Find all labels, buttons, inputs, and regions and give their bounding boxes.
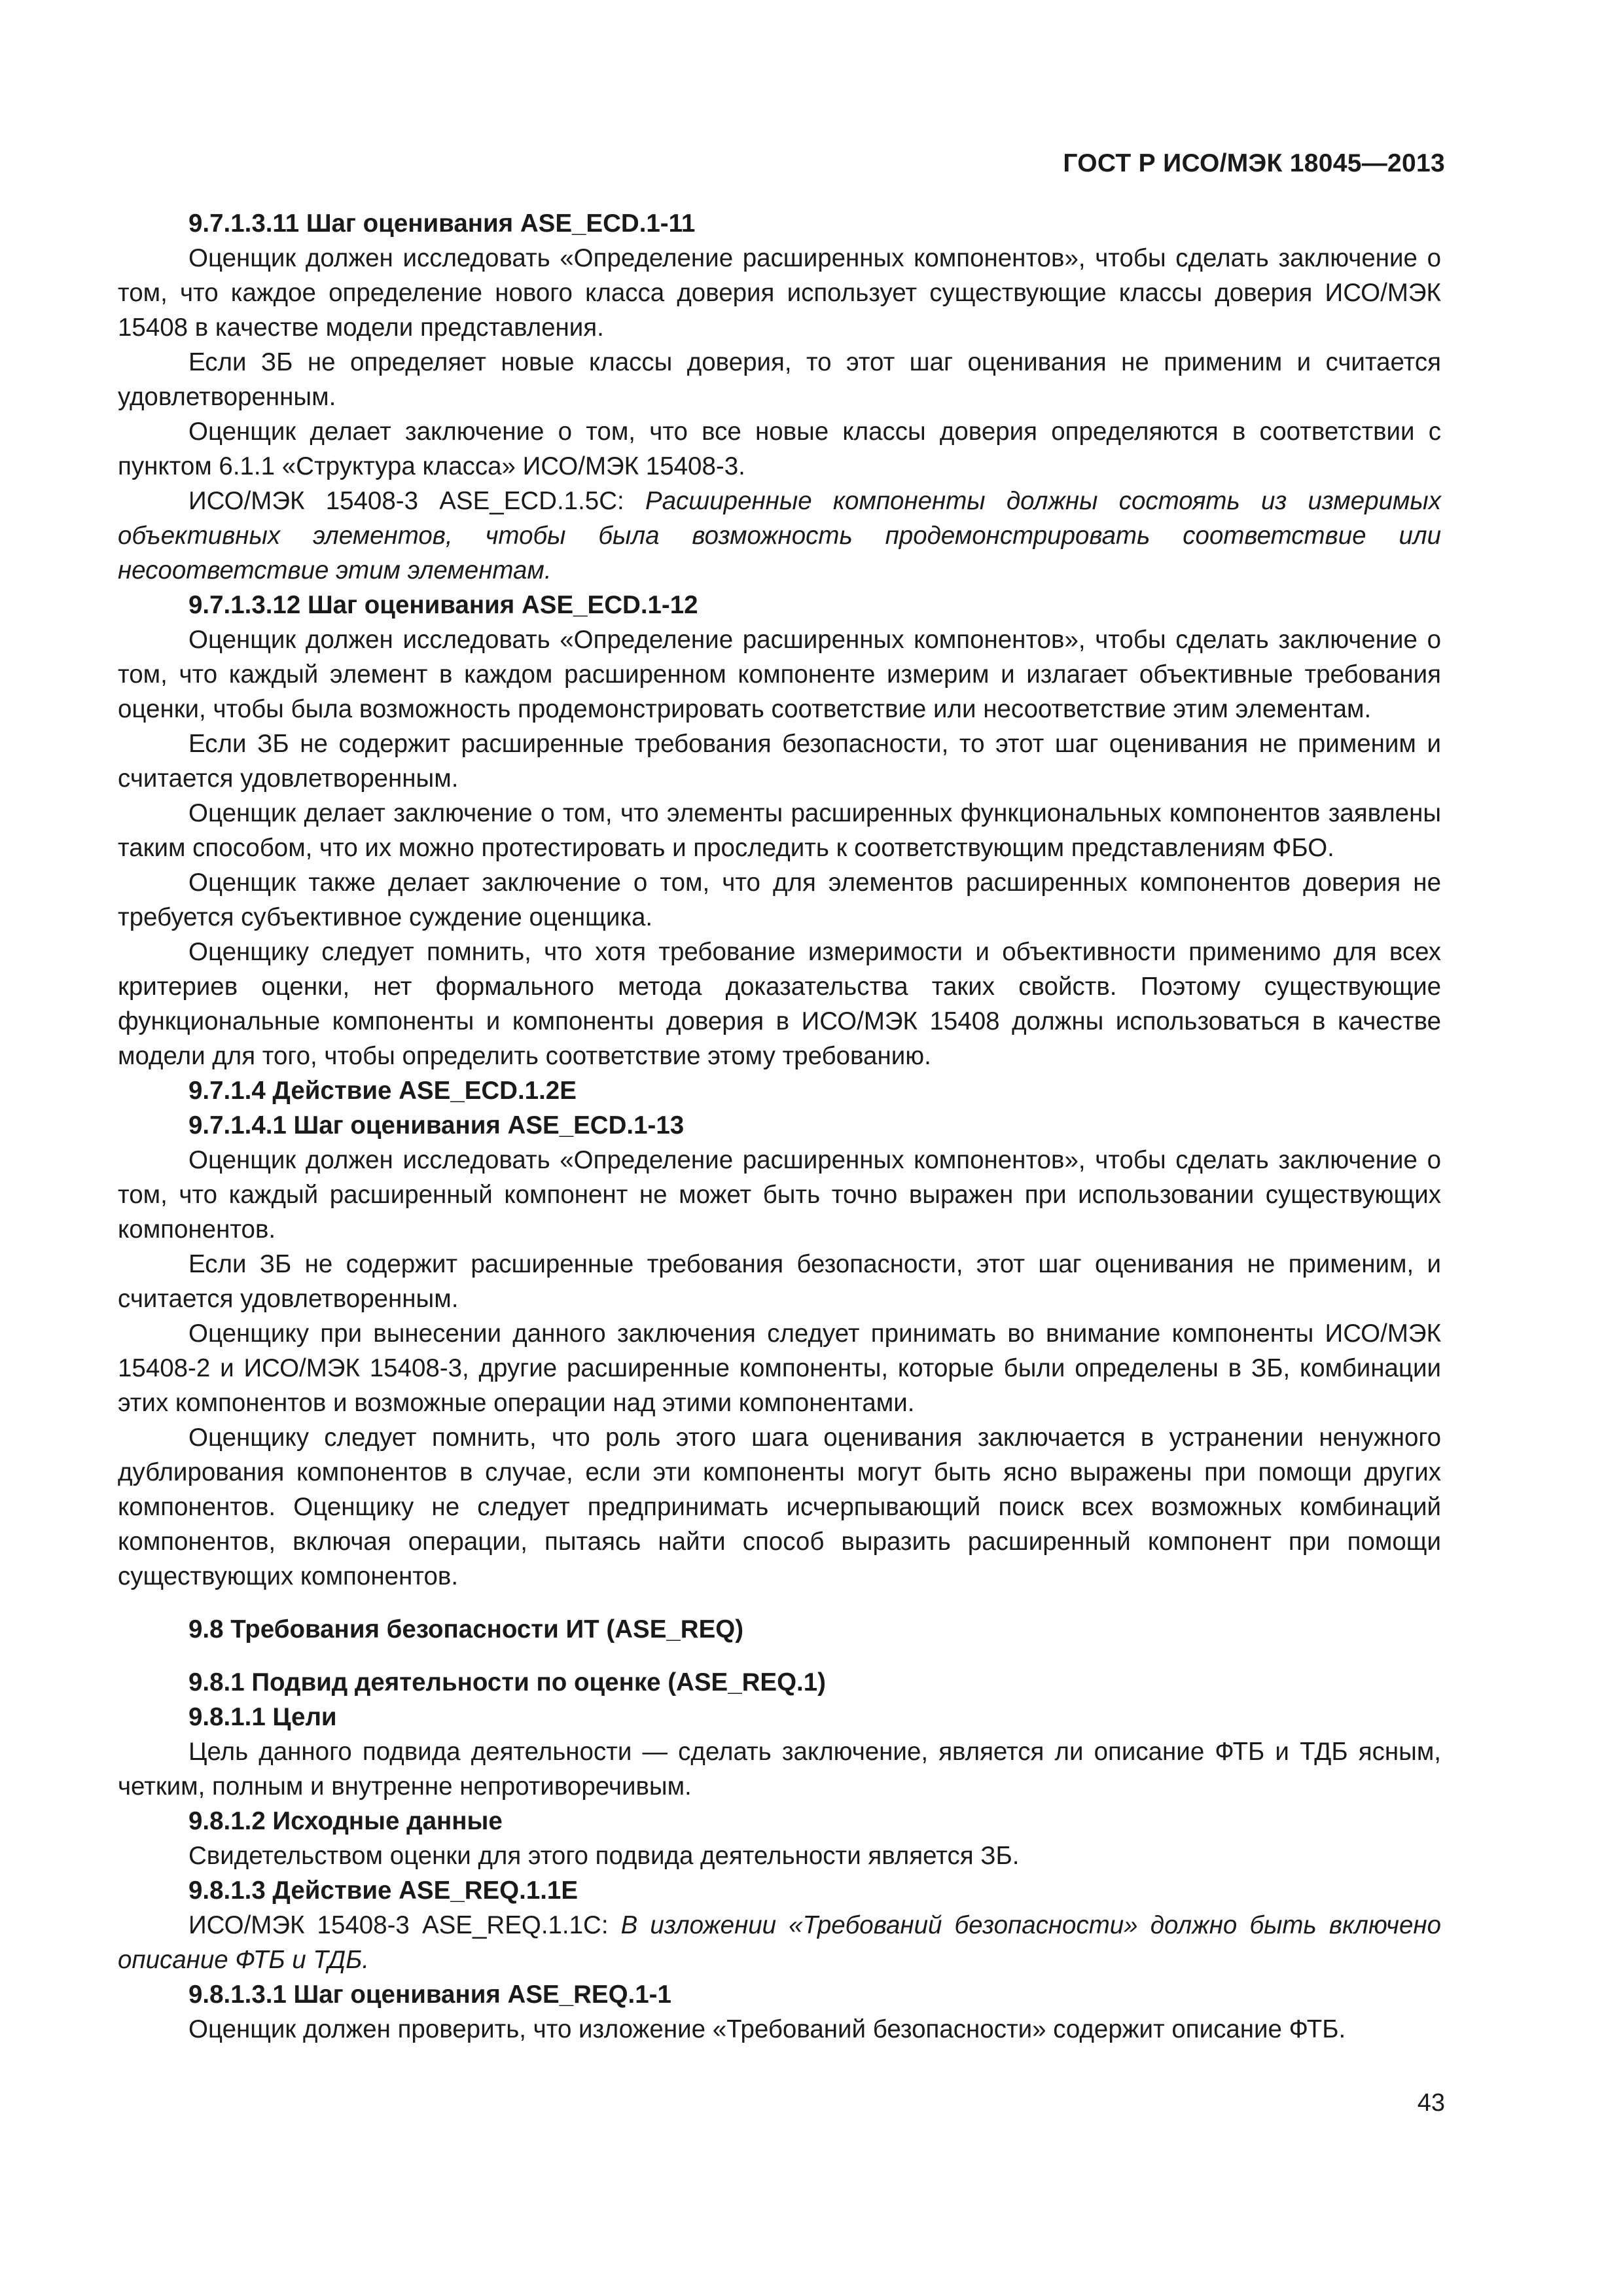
paragraph: Оценщику следует помнить, что роль этого шага оценивания заключается в устранении ненужного дублирования компонентов в случае, если эти компоненты могут быть ясно выражены при помощи других компонентов. Оценщику не следует предпринимать исчерпывающий поиск всех возможных комбинаций компонентов, включая операции, пытаясь найти способ выразить расширенный компонент при помощи существующих компонентов. xyxy=(118,1424,1441,1590)
paragraph: Оценщик делает заключение о том, что все новые классы доверия определяются в соответствии с пунктом 6.1.1 «Структура класса» ИСО/МЭК 15408-3. xyxy=(118,418,1441,480)
paragraph: Цель данного подвида деятельности — сделать заключение, является ли описание ФТБ и ТДБ ясным, четким, полным и внутренне непротиворечивым. xyxy=(118,1738,1441,1801)
citation-text: В изложении «Требований безопасности» должно быть включено описание ФТБ и ТДБ. xyxy=(118,1911,1441,1974)
section-heading-9-7-1-3-12: 9.7.1.3.12 Шаг оценивания ASE_ECD.1-12 xyxy=(188,591,698,619)
paragraph: Оценщик также делает заключение о том, что для элементов расширенных компонентов доверия не требуется субъективное суждение оценщика. xyxy=(118,869,1441,931)
citation-text: Расширенные компоненты должны состоять из измеримых объективных элементов, чтобы была возможность продемонстрировать соответствие или несоответствие этим элементам. xyxy=(118,487,1441,584)
section-heading-9-8-1-2: 9.8.1.2 Исходные данные xyxy=(188,1807,503,1835)
section-heading-9-8-1: 9.8.1 Подвид деятельности по оценке (ASE_REQ.1) xyxy=(188,1668,826,1696)
paragraph: Оценщик должен исследовать «Определение расширенных компонентов», чтобы сделать заключение о том, что каждый элемент в каждом расширенном компоненте измерим и излагает объективные требования оценки, чтобы была возможность продемонстрировать соответствие или несоответствие этим элементам. xyxy=(118,626,1441,723)
citation-reference: ИСО/МЭК 15408-3 ASE_REQ.1.1C: xyxy=(188,1911,621,1939)
paragraph: Оценщику при вынесении данного заключения следует принимать во внимание компоненты ИСО/МЭК 15408-2 и ИСО/МЭК 15408-3, другие расширенные компоненты, которые были определены в ЗБ, комбинации этих компонентов и возможные операции над этими компонентами. xyxy=(118,1319,1441,1417)
standard-header: ГОСТ Р ИСО/МЭК 18045—2013 xyxy=(1063,149,1445,177)
section-heading-9-7-1-4-1: 9.7.1.4.1 Шаг оценивания ASE_ECD.1-13 xyxy=(188,1111,685,1139)
paragraph-with-citation xyxy=(118,1908,1441,1977)
section-heading-9-7-1-3-11: 9.7.1.3.11 Шаг оценивания ASE_ECD.1-11 xyxy=(188,209,696,238)
page-number: 43 xyxy=(1417,2089,1445,2117)
section-heading-9-8-1-3-1: 9.8.1.3.1 Шаг оценивания ASE_REQ.1-1 xyxy=(188,1981,671,2009)
paragraph: Оценщику следует помнить, что хотя требование измеримости и объективности применимо для всех критериев оценки, нет формального метода доказательства таких свойств. Поэтому существующие функциональные компоненты и компоненты доверия в ИСО/МЭК 15408 должны использоваться в качестве модели для того, чтобы определить соответствие этому требованию. xyxy=(118,938,1441,1070)
section-heading-9-8-1-1: 9.8.1.1 Цели xyxy=(188,1703,337,1731)
section-heading-9-8: 9.8 Требования безопасности ИТ (ASE_REQ) xyxy=(188,1615,744,1643)
paragraph: Оценщик должен исследовать «Определение расширенных компонентов», чтобы сделать заключение о том, что каждое определение нового класса доверия использует существующие классы доверия ИСО/МЭК 15408 в качестве модели представления. xyxy=(118,244,1441,342)
paragraph: Если ЗБ не содержит расширенные требования безопасности, этот шаг оценивания не применим, и считается удовлетворенным. xyxy=(118,1250,1441,1313)
citation-reference: ИСО/МЭК 15408-3 ASE_ECD.1.5C: xyxy=(188,487,645,515)
section-heading-9-8-1-3: 9.8.1.3 Действие ASE_REQ.1.1E xyxy=(188,1876,579,1905)
paragraph: Если ЗБ не содержит расширенные требования безопасности, то этот шаг оценивания не применим и считается удовлетворенным. xyxy=(118,730,1441,793)
paragraph: Свидетельством оценки для этого подвида деятельности является ЗБ. xyxy=(188,1842,1020,1870)
document-body xyxy=(118,206,1441,2047)
paragraph-with-citation xyxy=(118,484,1441,588)
paragraph: Оценщик должен исследовать «Определение расширенных компонентов», чтобы сделать заключение о том, что каждый расширенный компонент не может быть точно выражен при использовании существующих компонентов. xyxy=(118,1146,1441,1244)
section-heading-9-7-1-4: 9.7.1.4 Действие ASE_ECD.1.2E xyxy=(188,1077,577,1105)
paragraph: Оценщик должен проверить, что изложение «Требований безопасности» содержит описание ФТБ. xyxy=(188,2015,1346,2043)
paragraph: Оценщик делает заключение о том, что элементы расширенных функциональных компонентов заявлены таким способом, что их можно протестировать и проследить к соответствующим представлениям ФБО. xyxy=(118,799,1441,862)
paragraph: Если ЗБ не определяет новые классы доверия, то этот шаг оценивания не применим и считается удовлетворенным. xyxy=(118,348,1441,411)
